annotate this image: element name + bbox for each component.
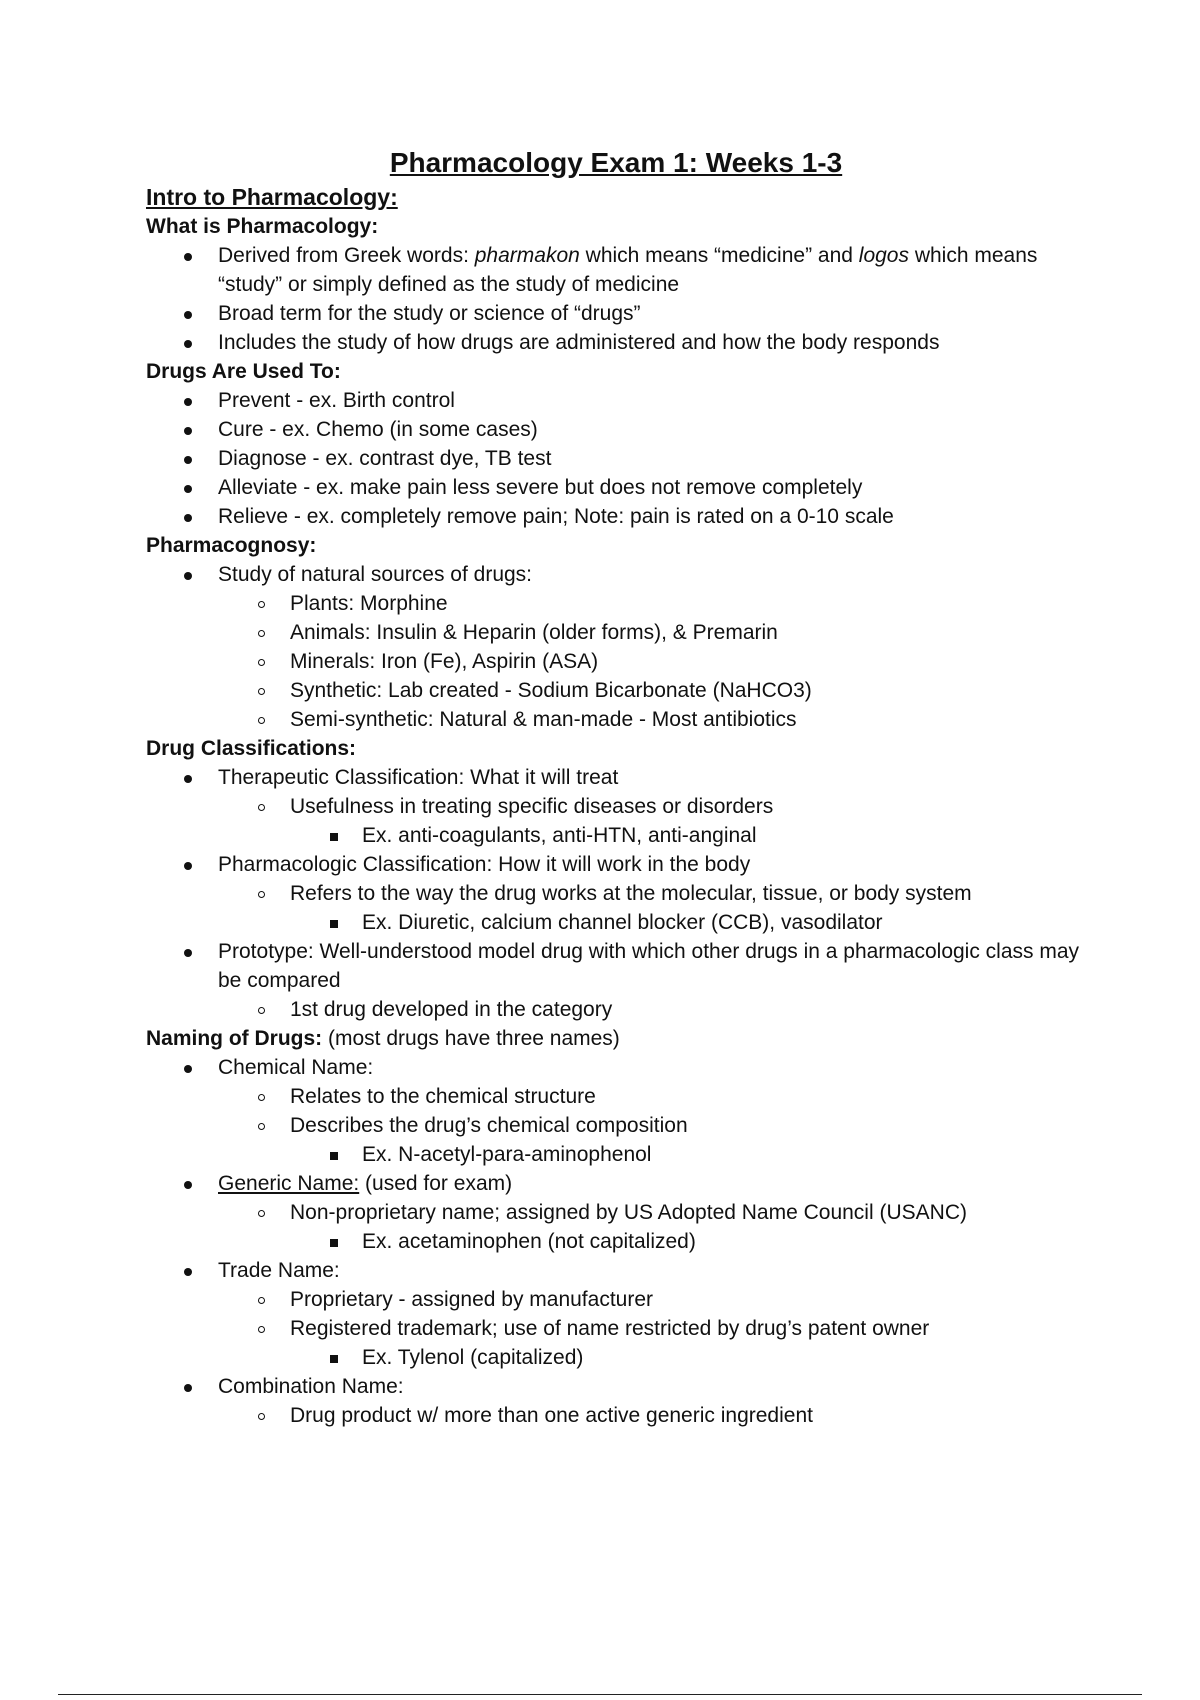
bullet-icon <box>184 1065 192 1073</box>
classifications-list <box>146 763 1086 1024</box>
list-item <box>146 1372 1086 1430</box>
italic-term-logos: logos <box>858 244 909 267</box>
hollow-bullet-icon <box>258 1094 265 1101</box>
bullet-icon <box>184 311 192 319</box>
hollow-bullet-icon <box>258 1007 265 1014</box>
hollow-bullet-icon <box>258 804 265 811</box>
what-is-list <box>146 241 1086 357</box>
square-bullet-icon <box>330 1239 338 1247</box>
item-text: Study of natural sources of drugs: <box>218 563 533 586</box>
square-bullet-icon <box>330 1152 338 1160</box>
item-text-mid: which means “medicine” and <box>579 244 859 267</box>
square-bullet-icon <box>330 1355 338 1363</box>
hollow-bullet-icon <box>258 1326 265 1333</box>
hollow-bullet-icon <box>258 688 265 695</box>
item-text: Drug product w/ more than one active generic ingredient <box>290 1404 813 1427</box>
bullet-icon <box>184 514 192 522</box>
list-item <box>146 937 1086 1024</box>
square-bullet-icon <box>330 920 338 928</box>
list-item <box>146 415 1086 444</box>
item-text: Ex. N-acetyl-para-aminophenol <box>362 1143 652 1166</box>
item-text: Synthetic: Lab created - Sodium Bicarbonate (NaHCO3) <box>290 679 812 702</box>
item-text: Plants: Morphine <box>290 592 448 615</box>
bullet-icon <box>184 1384 192 1392</box>
generic-examples <box>290 1227 1086 1256</box>
item-text: Cure - ex. Chemo (in some cases) <box>218 418 538 441</box>
item-text-post: which means “study” or simply defined as the study of medicine <box>218 244 1038 296</box>
item-text: Alleviate - ex. make pain less severe but does not remove completely <box>218 476 863 499</box>
item-text: Ex. acetaminophen (not capitalized) <box>362 1230 696 1253</box>
sublist-item <box>218 618 1086 647</box>
heading-note: (most drugs have three names) <box>322 1027 620 1050</box>
item-text: Ex. Tylenol (capitalized) <box>362 1346 584 1369</box>
item-text: Semi-synthetic: Natural & man-made - Most antibiotics <box>290 708 797 731</box>
hollow-bullet-icon <box>258 1123 265 1130</box>
section-heading-intro: Intro to Pharmacology: <box>146 184 398 210</box>
heading-text: Naming of Drugs: <box>146 1027 323 1050</box>
hollow-bullet-icon <box>258 891 265 898</box>
item-text: Relieve - ex. completely remove pain; Note: pain is rated on a 0-10 scale <box>218 505 894 528</box>
sublist-item <box>218 647 1086 676</box>
bullet-icon <box>184 253 192 261</box>
item-text: Proprietary - assigned by manufacturer <box>290 1288 653 1311</box>
bullet-icon <box>184 572 192 580</box>
item-text: Therapeutic Classification: What it will treat <box>218 766 619 789</box>
list-item <box>146 444 1086 473</box>
sublist-item <box>218 1082 1086 1111</box>
pharmacologic-sublist <box>218 879 1086 937</box>
list-item <box>146 560 1086 734</box>
bullet-icon <box>184 340 192 348</box>
item-text: Registered trademark; use of name restricted by drug’s patent owner <box>290 1317 930 1340</box>
heading-what-is-pharmacology: What is Pharmacology: <box>146 215 379 238</box>
prototype-sublist <box>218 995 1086 1024</box>
bullet-icon <box>184 949 192 957</box>
example-item <box>290 1140 1086 1169</box>
drug-uses-list <box>146 386 1086 531</box>
bullet-icon <box>184 398 192 406</box>
list-item <box>146 299 1086 328</box>
list-item <box>146 241 1086 299</box>
item-text-pre: Derived from Greek words: <box>218 244 475 267</box>
bullet-icon <box>184 427 192 435</box>
item-text: Prototype: Well-understood model drug with which other drugs in a pharmacologic class may be compared <box>218 940 1080 992</box>
item-text: Non-proprietary name; assigned by US Adopted Name Council (USANC) <box>290 1201 967 1224</box>
chemical-sublist <box>218 1082 1086 1169</box>
example-item <box>290 1227 1086 1256</box>
list-item <box>146 502 1086 531</box>
document-title: Pharmacology Exam 1: Weeks 1-3 <box>389 147 843 178</box>
chemical-examples <box>290 1140 1086 1169</box>
list-item <box>146 1053 1086 1169</box>
list-item <box>146 1256 1086 1372</box>
list-item <box>146 1169 1086 1256</box>
bullet-icon <box>184 456 192 464</box>
hollow-bullet-icon <box>258 1210 265 1217</box>
bullet-icon <box>184 1181 192 1189</box>
item-text: Includes the study of how drugs are administered and how the body responds <box>218 331 940 354</box>
pharmacologic-examples <box>290 908 1086 937</box>
item-text: 1st drug developed in the category <box>290 998 613 1021</box>
italic-term-pharmakon: pharmakon <box>474 244 580 267</box>
item-text: Chemical Name: <box>218 1056 374 1079</box>
list-item <box>146 473 1086 502</box>
therapeutic-sublist <box>218 792 1086 850</box>
bullet-icon <box>184 775 192 783</box>
heading-naming-of-drugs <box>146 1024 1086 1053</box>
sublist-item <box>218 676 1086 705</box>
hollow-bullet-icon <box>258 717 265 724</box>
list-item <box>146 763 1086 850</box>
example-item <box>290 821 1086 850</box>
sublist-item <box>218 995 1086 1024</box>
item-text: Diagnose - ex. contrast dye, TB test <box>218 447 552 470</box>
item-text: Refers to the way the drug works at the molecular, tissue, or body system <box>290 882 972 905</box>
footer-divider <box>58 1694 1142 1695</box>
item-text: Pharmacologic Classification: How it will work in the body <box>218 853 751 876</box>
heading-drug-classifications: Drug Classifications: <box>146 737 357 760</box>
sublist-item <box>218 1285 1086 1314</box>
pharmacognosy-list <box>146 560 1086 734</box>
hollow-bullet-icon <box>258 1297 265 1304</box>
document-body <box>146 146 1086 1430</box>
bullet-icon <box>184 485 192 493</box>
item-text: Ex. Diuretic, calcium channel blocker (CCB), vasodilator <box>362 911 883 934</box>
bullet-icon <box>184 1268 192 1276</box>
item-text: Combination Name: <box>218 1375 404 1398</box>
sublist-item <box>218 705 1086 734</box>
sublist-item <box>218 879 1086 937</box>
item-text: Ex. anti-coagulants, anti-HTN, anti-anginal <box>362 824 757 847</box>
list-item <box>146 328 1086 357</box>
item-text: Animals: Insulin & Heparin (older forms), & Premarin <box>290 621 778 644</box>
item-text: Describes the drug’s chemical composition <box>290 1114 688 1137</box>
item-text: Broad term for the study or science of “drugs” <box>218 302 641 325</box>
heading-pharmacognosy: Pharmacognosy: <box>146 534 317 557</box>
sublist-item <box>218 1314 1086 1372</box>
generic-sublist <box>218 1198 1086 1256</box>
sublist-item <box>218 1198 1086 1256</box>
item-text: Usefulness in treating specific diseases or disorders <box>290 795 774 818</box>
list-item <box>146 850 1086 937</box>
sublist-item <box>218 1111 1086 1169</box>
hollow-bullet-icon <box>258 1413 265 1420</box>
item-text: Relates to the chemical structure <box>290 1085 596 1108</box>
example-item <box>290 1343 1086 1372</box>
item-text: Prevent - ex. Birth control <box>218 389 455 412</box>
bullet-icon <box>184 862 192 870</box>
item-note: (used for exam) <box>359 1172 513 1195</box>
sublist-item <box>218 792 1086 850</box>
trade-sublist <box>218 1285 1086 1372</box>
therapeutic-examples <box>290 821 1086 850</box>
example-item <box>290 908 1086 937</box>
item-text: Minerals: Iron (Fe), Aspirin (ASA) <box>290 650 599 673</box>
square-bullet-icon <box>330 833 338 841</box>
hollow-bullet-icon <box>258 659 265 666</box>
heading-drugs-used-to: Drugs Are Used To: <box>146 360 341 383</box>
sublist-item <box>218 1401 1086 1430</box>
hollow-bullet-icon <box>258 601 265 608</box>
item-text: Trade Name: <box>218 1259 340 1282</box>
naming-list <box>146 1053 1086 1430</box>
sources-sublist <box>218 589 1086 734</box>
combination-sublist <box>218 1401 1086 1430</box>
sublist-item <box>218 589 1086 618</box>
list-item <box>146 386 1086 415</box>
trade-examples <box>290 1343 1086 1372</box>
hollow-bullet-icon <box>258 630 265 637</box>
underlined-term-generic-name: Generic Name: <box>218 1172 360 1195</box>
